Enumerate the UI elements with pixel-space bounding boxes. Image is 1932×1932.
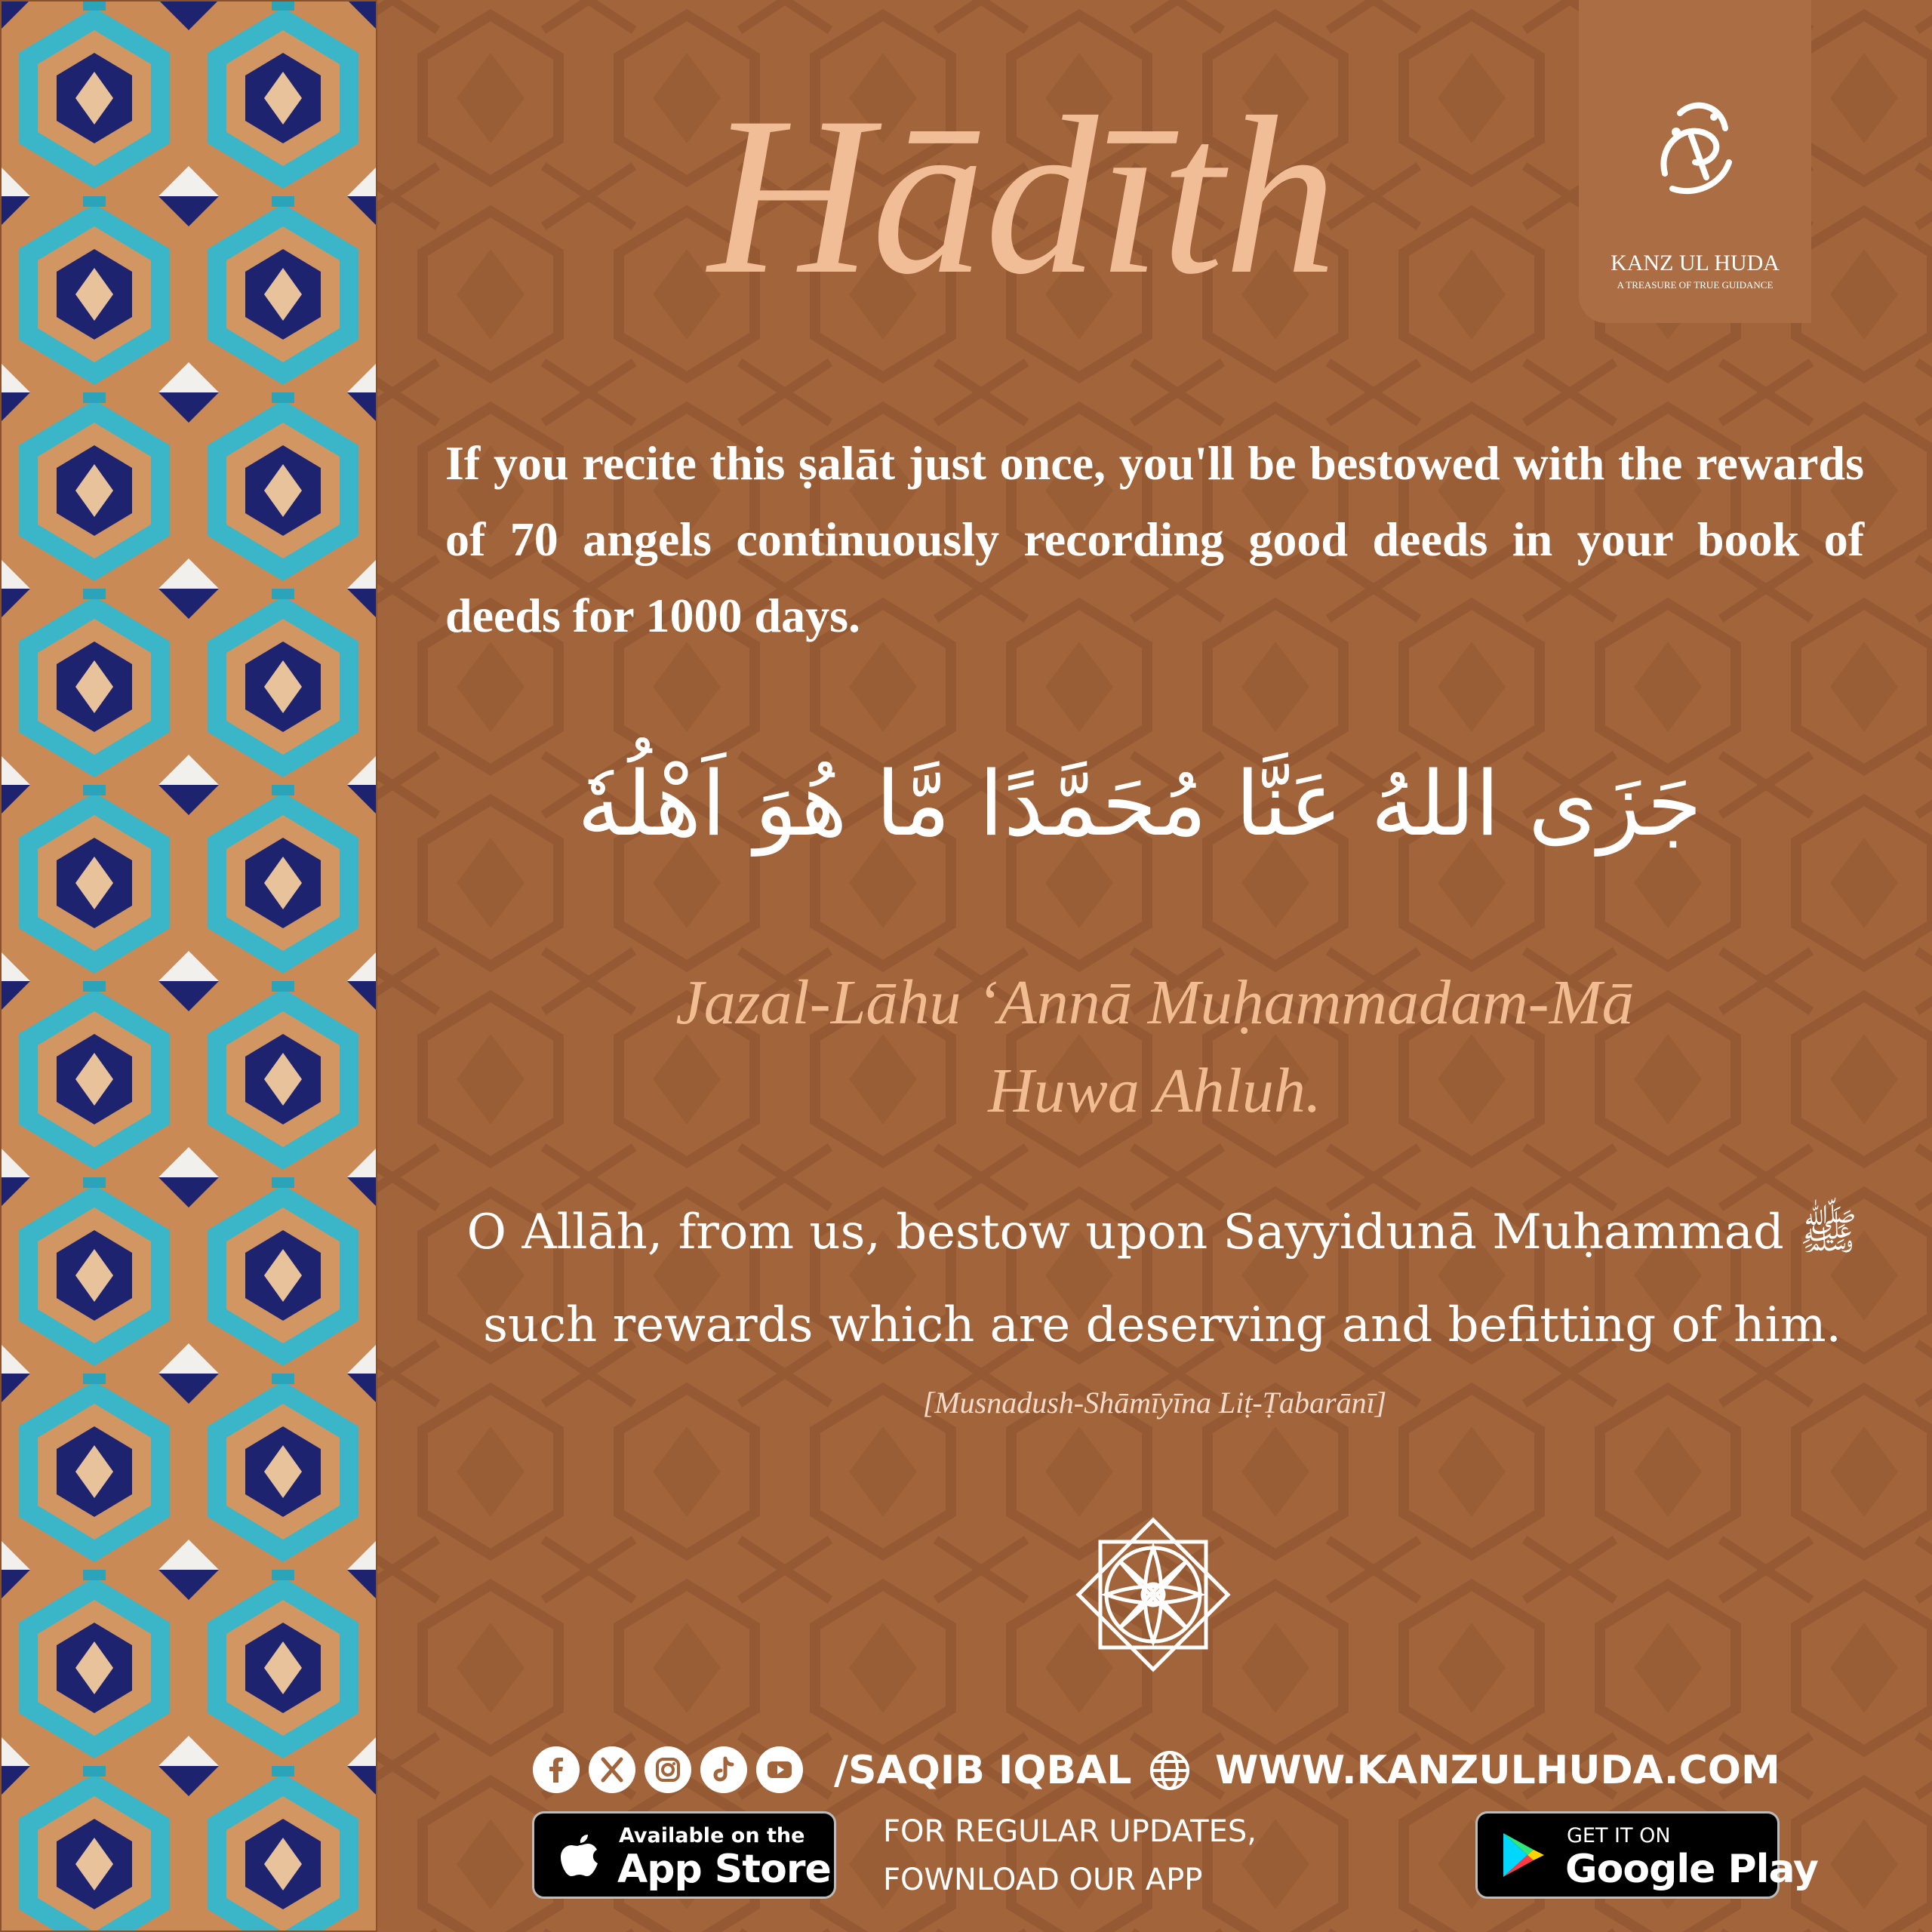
- x-icon[interactable]: [589, 1746, 635, 1793]
- brand-tagline: A TREASURE OF TRUE GUIDANCE: [1617, 279, 1774, 291]
- app-store-label: App Store: [617, 1847, 831, 1892]
- transliteration: [543, 958, 1766, 1135]
- svg-text:Hādīth: Hādīth: [708, 70, 1337, 321]
- reference: [Musnadush-Shāmīyīna Liṭ-Ṭabarānī]: [922, 1386, 1387, 1420]
- transliteration-line-2: Huwa Ahluh.: [988, 1056, 1321, 1126]
- translation-line-1: O Allāh, from us, bestow upon Sayyidunā Muḥammad ﷺ: [466, 1204, 1858, 1260]
- instagram-icon[interactable]: [645, 1746, 691, 1793]
- website-link[interactable]: WWW.KANZULHUDA.COM: [1215, 1748, 1780, 1793]
- mosaic-tile-strip: [0, 0, 377, 1932]
- social-row: [528, 1743, 1811, 1798]
- social-handle[interactable]: /SAQIB IQBAL: [834, 1748, 1132, 1793]
- translation-line-2: such rewards which are deserving and befitting of him.: [483, 1297, 1841, 1353]
- download-cta: [883, 1807, 1257, 1904]
- intro-text: If you recite this ṣalāt just once, you'll be bestowed with the rewards of 70 angels continuously recording good deeds in your book of deeds for 1000 days.: [445, 436, 1864, 642]
- app-store-button[interactable]: [532, 1811, 836, 1899]
- apple-icon: [557, 1829, 602, 1881]
- floral-ornament-icon: [1072, 1513, 1235, 1676]
- kanz-ul-huda-calligraphy-icon: [1650, 91, 1740, 204]
- transliteration-line-1: Jazal-Lāhu ‘Annā Muḥammadam-Mā: [675, 968, 1634, 1038]
- translation: [423, 1186, 1902, 1372]
- google-play-label: Google Play: [1565, 1847, 1818, 1892]
- globe-icon: [1147, 1748, 1192, 1793]
- arabic-salat: جَزَى اللهُ عَنَّا مُحَمَّدًا مَّا هُوَ اَهْلُهٗ: [577, 752, 1703, 856]
- tiktok-icon[interactable]: [700, 1746, 747, 1793]
- app-store-small-label: Available on the: [619, 1824, 805, 1847]
- page-title: [596, 45, 1449, 355]
- google-play-button[interactable]: [1475, 1811, 1818, 1899]
- cta-line-1: FOR REGULAR UPDATES,: [883, 1814, 1257, 1849]
- google-play-icon: [1499, 1830, 1547, 1880]
- cta-line-2: FOWNLOAD OUR APP: [883, 1863, 1203, 1897]
- brand-logo: [1579, 0, 1811, 323]
- facebook-icon[interactable]: [533, 1746, 580, 1793]
- youtube-icon[interactable]: [756, 1746, 803, 1793]
- google-play-small-label: GET IT ON: [1567, 1824, 1671, 1847]
- brand-name: KANZ UL HUDA: [1611, 251, 1780, 275]
